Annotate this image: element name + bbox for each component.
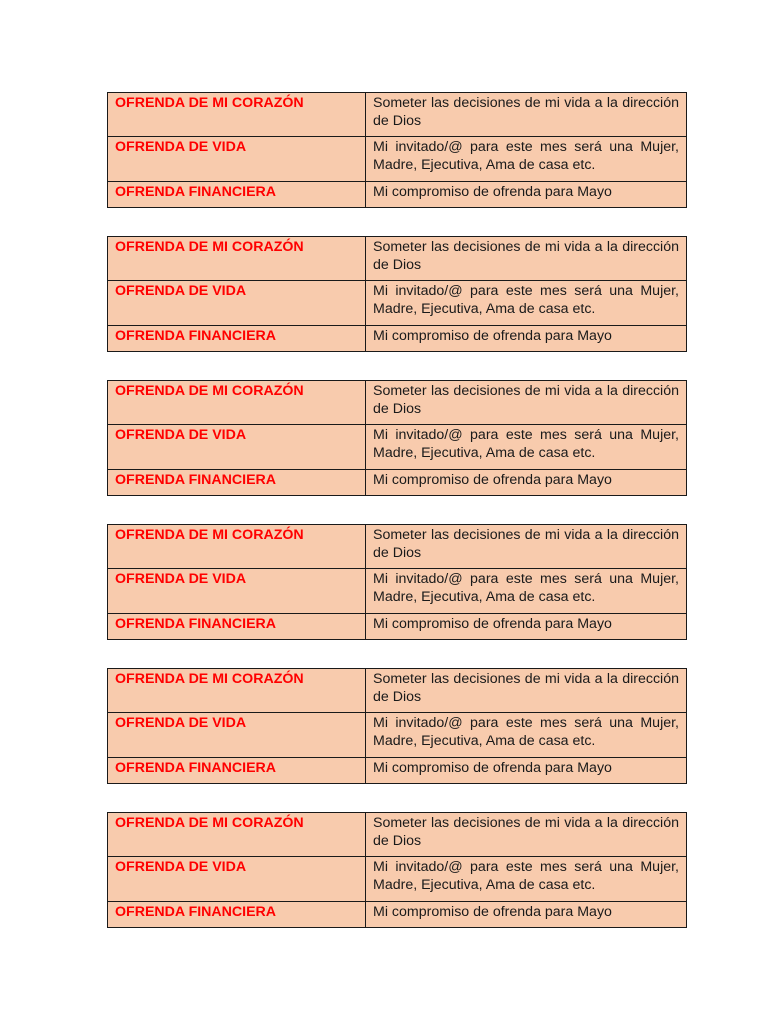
financial-offering-label: OFRENDA FINANCIERA [108,902,366,928]
life-offering-label: OFRENDA DE VIDA [108,857,366,902]
heart-offering-text: Someter las decisiones de mi vida a la dirección de Dios [366,813,687,857]
table-row [108,281,687,326]
table-row [108,669,687,713]
financial-offering-label: OFRENDA FINANCIERA [108,470,366,496]
table-row [108,713,687,758]
table-row [108,237,687,281]
heart-offering-text: Someter las decisiones de mi vida a la dirección de Dios [366,381,687,425]
table-row [108,470,687,496]
life-offering-text: Mi invitado/@ para este mes será una Mujer, Madre, Ejecutiva, Ama de casa etc. [366,425,687,470]
offering-card-4 [107,524,687,640]
offering-card-3 [107,380,687,496]
table-row [108,137,687,182]
table-row [108,902,687,928]
table-row [108,525,687,569]
financial-offering-label: OFRENDA FINANCIERA [108,758,366,784]
life-offering-text: Mi invitado/@ para este mes será una Mujer, Madre, Ejecutiva, Ama de casa etc. [366,281,687,326]
financial-offering-text: Mi compromiso de ofrenda para Mayo [366,326,687,352]
table-row [108,813,687,857]
table-row [108,569,687,614]
financial-offering-label: OFRENDA FINANCIERA [108,614,366,640]
table-row [108,326,687,352]
table-row [108,93,687,137]
table-row [108,425,687,470]
life-offering-label: OFRENDA DE VIDA [108,281,366,326]
offering-card-5 [107,668,687,784]
heart-offering-label: OFRENDA DE MI CORAZÓN [108,93,366,137]
heart-offering-label: OFRENDA DE MI CORAZÓN [108,669,366,713]
life-offering-text: Mi invitado/@ para este mes será una Mujer, Madre, Ejecutiva, Ama de casa etc. [366,857,687,902]
financial-offering-label: OFRENDA FINANCIERA [108,182,366,208]
heart-offering-label: OFRENDA DE MI CORAZÓN [108,525,366,569]
offering-card-2 [107,236,687,352]
heart-offering-text: Someter las decisiones de mi vida a la dirección de Dios [366,525,687,569]
financial-offering-text: Mi compromiso de ofrenda para Mayo [366,470,687,496]
heart-offering-text: Someter las decisiones de mi vida a la dirección de Dios [366,237,687,281]
table-row [108,758,687,784]
life-offering-text: Mi invitado/@ para este mes será una Mujer, Madre, Ejecutiva, Ama de casa etc. [366,137,687,182]
life-offering-label: OFRENDA DE VIDA [108,569,366,614]
financial-offering-text: Mi compromiso de ofrenda para Mayo [366,902,687,928]
heart-offering-label: OFRENDA DE MI CORAZÓN [108,237,366,281]
heart-offering-text: Someter las decisiones de mi vida a la dirección de Dios [366,669,687,713]
table-row [108,381,687,425]
financial-offering-text: Mi compromiso de ofrenda para Mayo [366,758,687,784]
table-row [108,614,687,640]
life-offering-text: Mi invitado/@ para este mes será una Mujer, Madre, Ejecutiva, Ama de casa etc. [366,713,687,758]
life-offering-label: OFRENDA DE VIDA [108,137,366,182]
financial-offering-label: OFRENDA FINANCIERA [108,326,366,352]
table-row [108,182,687,208]
financial-offering-text: Mi compromiso de ofrenda para Mayo [366,614,687,640]
offering-card-1 [107,92,687,208]
table-row [108,857,687,902]
financial-offering-text: Mi compromiso de ofrenda para Mayo [366,182,687,208]
heart-offering-text: Someter las decisiones de mi vida a la dirección de Dios [366,93,687,137]
life-offering-text: Mi invitado/@ para este mes será una Mujer, Madre, Ejecutiva, Ama de casa etc. [366,569,687,614]
heart-offering-label: OFRENDA DE MI CORAZÓN [108,381,366,425]
life-offering-label: OFRENDA DE VIDA [108,425,366,470]
life-offering-label: OFRENDA DE VIDA [108,713,366,758]
offering-card-6 [107,812,687,928]
heart-offering-label: OFRENDA DE MI CORAZÓN [108,813,366,857]
